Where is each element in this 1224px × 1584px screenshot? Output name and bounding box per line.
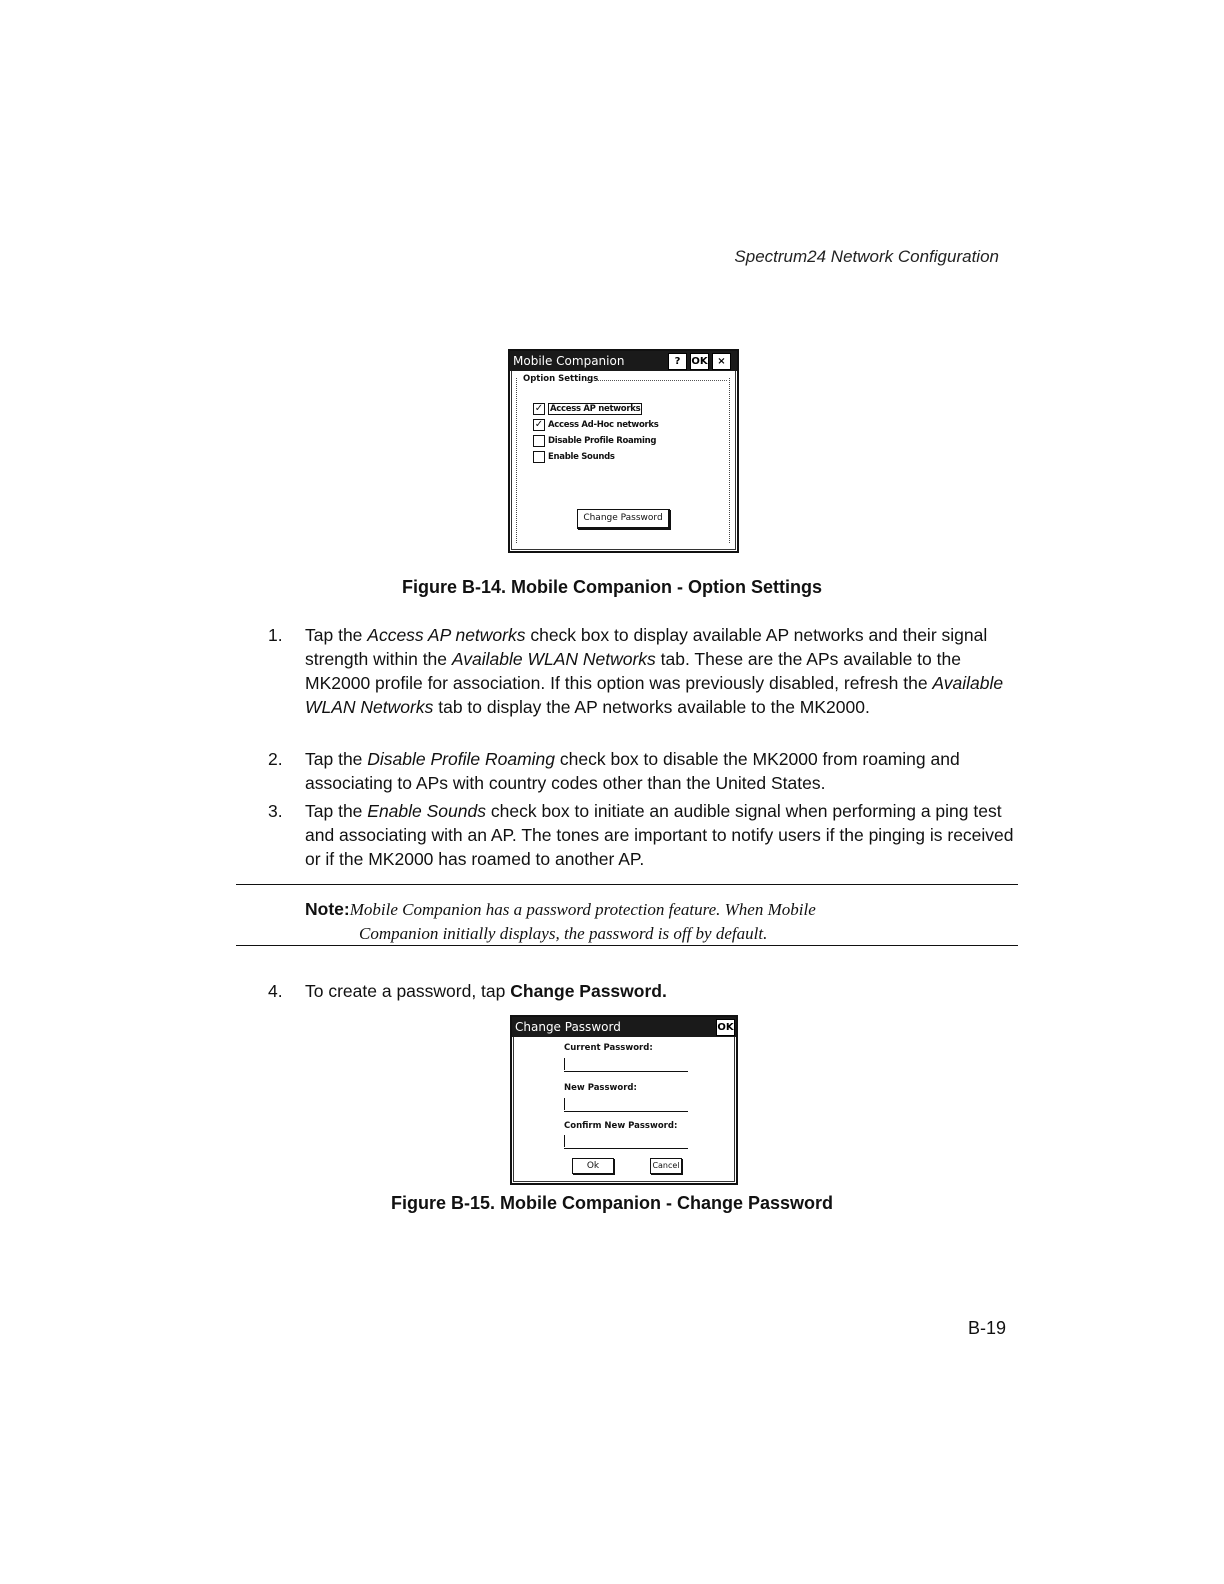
- step-number: 3.: [268, 801, 283, 821]
- note-line-2: Companion initially displays, the password is off by default.: [359, 924, 768, 943]
- help-button[interactable]: ?: [668, 353, 687, 370]
- access-adhoc-checkbox[interactable]: ✓: [534, 419, 544, 430]
- close-icon[interactable]: ×: [712, 353, 731, 370]
- note-line-1: Mobile Companion has a password protection feature. When Mobile: [349, 900, 816, 919]
- confirm-password-label: Confirm New Password:: [564, 1121, 678, 1131]
- page-number: B-19: [968, 1318, 1007, 1338]
- disable-roaming-label: Disable Profile Roaming: [548, 436, 657, 446]
- current-password-label: Current Password:: [564, 1043, 653, 1053]
- step-text: To create a password, tap Change Password.: [305, 981, 667, 1001]
- note-label: Note:: [305, 899, 350, 919]
- figure-b15-caption: Figure B-15. Mobile Companion - Change Password: [390, 1193, 834, 1213]
- change-password-dialog: [510, 1015, 738, 1185]
- ok-button[interactable]: OK: [690, 353, 709, 370]
- access-ap-label: Access AP networks: [550, 404, 641, 414]
- ok-button[interactable]: OK: [716, 1019, 735, 1036]
- note-top-rule: [236, 884, 1018, 885]
- note-bottom-rule: [236, 945, 1018, 946]
- dialog-title: Mobile Companion: [513, 354, 625, 368]
- cancel-button[interactable]: Cancel: [650, 1158, 682, 1174]
- dialog-title-bar: [512, 1017, 736, 1037]
- step-number: 4.: [268, 981, 283, 1001]
- step-4: [268, 979, 1018, 1005]
- new-password-field[interactable]: [564, 1097, 688, 1112]
- ok-dialog-button[interactable]: Ok: [572, 1158, 614, 1174]
- enable-sounds-checkbox[interactable]: [533, 451, 545, 463]
- disable-roaming-checkbox[interactable]: [533, 435, 545, 447]
- dialog-title-bar: [510, 351, 737, 371]
- confirm-password-field[interactable]: [564, 1134, 688, 1149]
- mobile-companion-dialog: [508, 349, 739, 553]
- step-number: 1.: [268, 625, 283, 645]
- step-text: Tap the Access AP networks check box to display available AP networks and their signal strength within the Available WLAN Networks tab. These are the APs available to the MK2000 profile for association. If this option was previously disabled, refresh the Available WLAN Networks tab to display the AP networks available to the MK2000.: [305, 625, 1004, 717]
- current-password-field[interactable]: [564, 1057, 688, 1072]
- change-password-button[interactable]: Change Password: [577, 509, 670, 529]
- step-text: Tap the Enable Sounds check box to initiate an audible signal when performing a ping test and associating with an AP. The tones are important to notify users if the pinging is received or if the MK2000 has roamed to another AP.: [305, 801, 1014, 869]
- figure-b14-caption: Figure B-14. Mobile Companion - Option Settings: [402, 577, 822, 597]
- dialog-title: Change Password: [515, 1020, 621, 1034]
- access-adhoc-label: Access Ad-Hoc networks: [548, 420, 659, 430]
- steps-list: [268, 623, 1018, 883]
- group-divider: [587, 380, 727, 381]
- step-text: Tap the Disable Profile Roaming check box to disable the MK2000 from roaming and associating to APs with country codes other than the United States.: [305, 749, 960, 793]
- access-ap-checkbox[interactable]: ✓: [534, 403, 544, 414]
- enable-sounds-label: Enable Sounds: [548, 452, 615, 462]
- step-number: 2.: [268, 749, 283, 769]
- new-password-label: New Password:: [564, 1083, 637, 1093]
- running-header: Spectrum24 Network Configuration: [734, 247, 999, 266]
- group-label: Option Settings: [523, 374, 599, 384]
- note-block: [305, 897, 1005, 946]
